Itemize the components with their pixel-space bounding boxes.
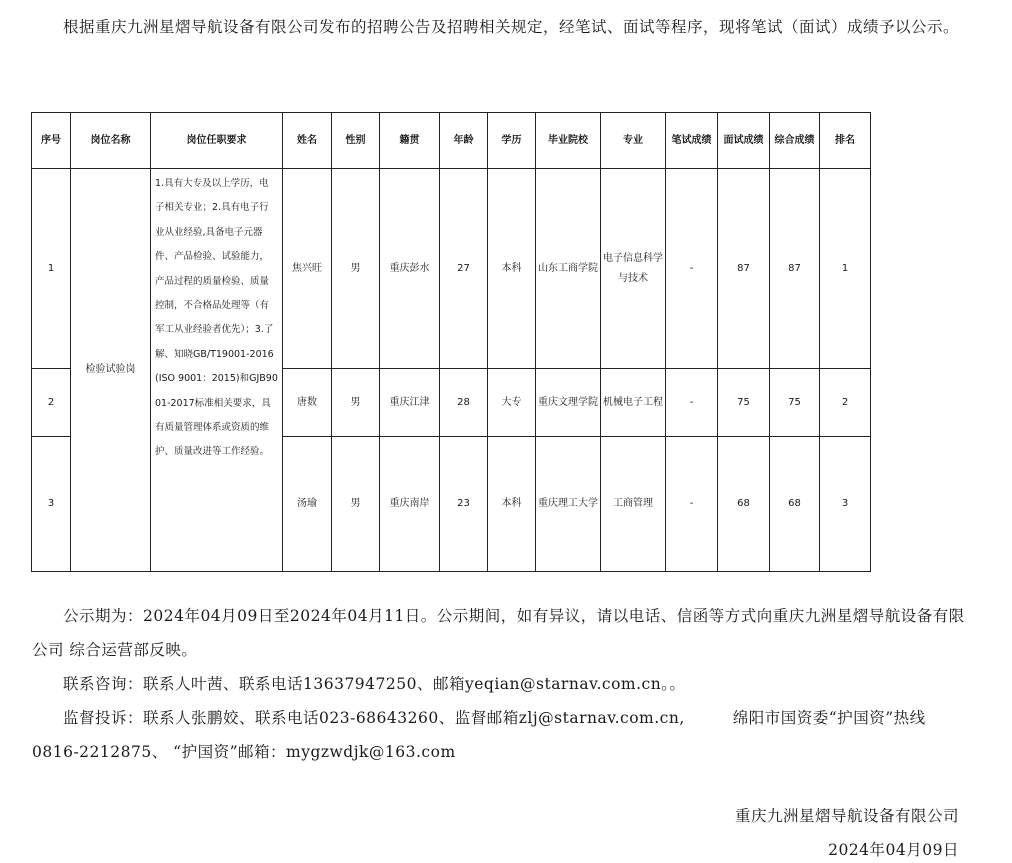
- cell-written: -: [666, 369, 718, 437]
- cell-total: 75: [770, 369, 820, 437]
- header-education: 学历: [488, 113, 536, 169]
- results-table: [31, 112, 871, 572]
- header-position: 岗位名称: [71, 113, 151, 169]
- signature-company: 重庆九洲星熠导航设备有限公司: [734, 807, 959, 825]
- cell-written: -: [666, 169, 718, 369]
- cell-origin: 重庆江津: [380, 369, 440, 437]
- cell-major: 工商管理: [601, 437, 666, 572]
- header-rank: 排名: [820, 113, 871, 169]
- signature-date: 2024年04月09日: [828, 841, 959, 859]
- header-gender: 性别: [332, 113, 380, 169]
- header-age: 年龄: [440, 113, 488, 169]
- intro-paragraph: 根据重庆九洲星熠导航设备有限公司发布的招聘公告及招聘相关规定，经笔试、面试等程序，现将笔试（面试）成绩予以公示。: [63, 18, 960, 36]
- cell-school: 山东工商学院: [536, 169, 601, 369]
- header-origin: 籍贯: [380, 113, 440, 169]
- cell-school: 重庆文理学院: [536, 369, 601, 437]
- cell-gender: 男: [332, 169, 380, 369]
- cell-age: 23: [440, 437, 488, 572]
- supervision-paragraph: 监督投诉：联系人张鹏姣、联系电话023-68643260、监督邮箱zlj@starnav.com.cn, 绵阳市国资委“护国资”热线0816-2212875、 “护国资”邮箱：mygzwdjk@163.com: [32, 709, 926, 761]
- header-name: 姓名: [283, 113, 332, 169]
- cell-name: 汤瑜: [283, 437, 332, 572]
- header-major: 专业: [601, 113, 666, 169]
- cell-name: 唐数: [283, 369, 332, 437]
- cell-requirements: 1.具有大专及以上学历，电子相关专业；2.具有电子行业从业经验,具备电子元器件、产品检验、试验能力，产品过程的质量检验、质量控制，不合格品处理等（有军工从业经验者优先）；3.了解、知晓GB/T19001-2016(ISO 9001：2015)和GJB9001-2017标准相关要求，具有质量管理体系或资质的维护、质量改进等工作经验。: [151, 169, 283, 572]
- cell-rank: 3: [820, 437, 871, 572]
- cell-total: 87: [770, 169, 820, 369]
- cell-name: 焦兴旺: [283, 169, 332, 369]
- cell-interview: 75: [718, 369, 770, 437]
- notice-period-paragraph: 公示期为：2024年04月09日至2024年04月11日。公示期间，如有异议，请以电话、信函等方式向重庆九洲星熠导航设备有限公司 综合运营部反映。: [32, 607, 965, 659]
- cell-age: 27: [440, 169, 488, 369]
- cell-position: 检验试验岗: [71, 169, 151, 572]
- cell-gender: 男: [332, 369, 380, 437]
- cell-interview: 87: [718, 169, 770, 369]
- header-seq: 序号: [32, 113, 71, 169]
- header-total: 综合成绩: [770, 113, 820, 169]
- header-interview: 面试成绩: [718, 113, 770, 169]
- cell-school: 重庆理工大学: [536, 437, 601, 572]
- table-header-row: [32, 113, 871, 169]
- cell-rank: 1: [820, 169, 871, 369]
- header-requirements: 岗位任职要求: [151, 113, 283, 169]
- cell-origin: 重庆南岸: [380, 437, 440, 572]
- cell-interview: 68: [718, 437, 770, 572]
- cell-seq: 1: [32, 169, 71, 369]
- cell-total: 68: [770, 437, 820, 572]
- contact-paragraph: 联系咨询：联系人叶茜、联系电话13637947250、邮箱yeqian@starnav.com.cn。。: [63, 675, 686, 693]
- header-written: 笔试成绩: [666, 113, 718, 169]
- cell-written: -: [666, 437, 718, 572]
- cell-gender: 男: [332, 437, 380, 572]
- table-row: [32, 169, 871, 369]
- cell-education: 本科: [488, 169, 536, 369]
- cell-education: 本科: [488, 437, 536, 572]
- cell-rank: 2: [820, 369, 871, 437]
- cell-seq: 2: [32, 369, 71, 437]
- cell-age: 28: [440, 369, 488, 437]
- cell-major: 机械电子工程: [601, 369, 666, 437]
- header-school: 毕业院校: [536, 113, 601, 169]
- cell-major: 电子信息科学与技术: [601, 169, 666, 369]
- cell-seq: 3: [32, 437, 71, 572]
- cell-origin: 重庆彭水: [380, 169, 440, 369]
- cell-education: 大专: [488, 369, 536, 437]
